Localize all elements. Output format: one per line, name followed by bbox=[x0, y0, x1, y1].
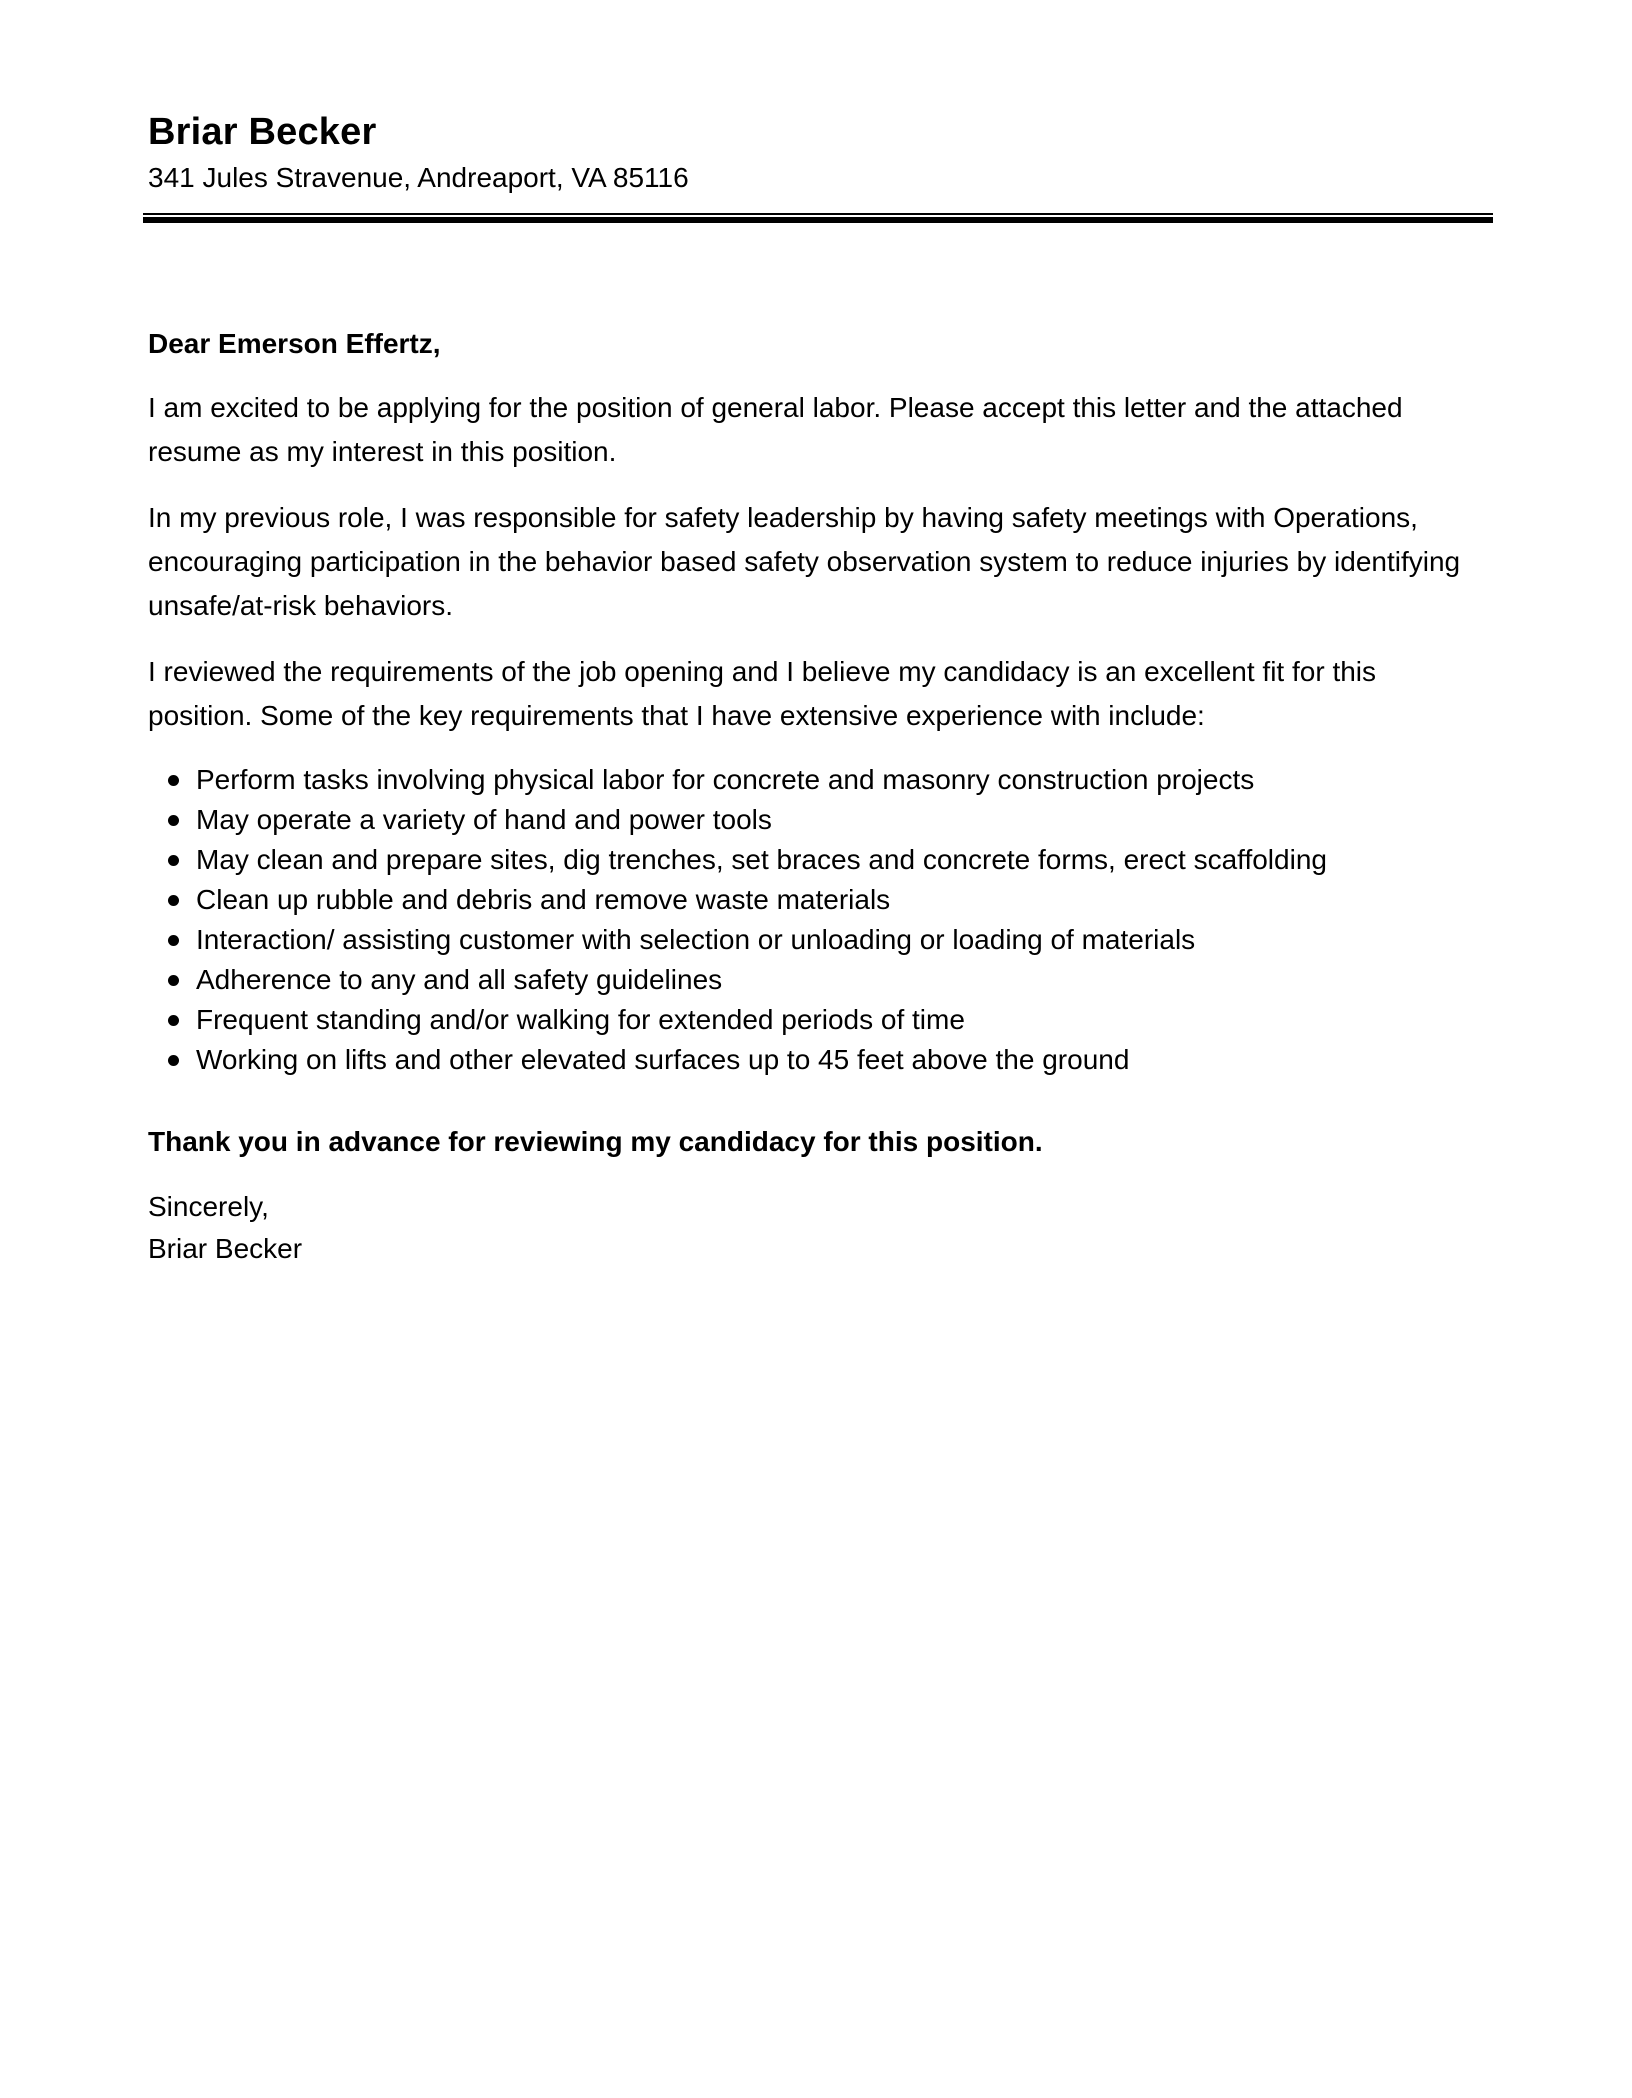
list-item bbox=[148, 880, 1488, 920]
header-divider bbox=[143, 213, 1493, 223]
paragraph-requirements: I reviewed the requirements of the job opening and I believe my candidacy is an excellent fit for this position. Some of the key requirements that I have extensive experience with include: bbox=[148, 656, 1377, 731]
list-item-text: Clean up rubble and debris and remove waste materials bbox=[196, 884, 891, 915]
requirements-list bbox=[148, 760, 1488, 1080]
bullet-icon bbox=[168, 975, 179, 986]
list-item bbox=[148, 760, 1488, 800]
list-item-text: Interaction/ assisting customer with selection or unloading or loading of materials bbox=[196, 924, 1196, 955]
list-item bbox=[148, 920, 1488, 960]
bullet-icon bbox=[168, 775, 179, 786]
bullet-icon bbox=[168, 855, 179, 866]
bullet-icon bbox=[168, 1015, 179, 1026]
letterhead bbox=[148, 110, 1488, 196]
bullet-icon bbox=[168, 935, 179, 946]
letter-body bbox=[148, 322, 1488, 1270]
list-item bbox=[148, 800, 1488, 840]
sender-name: Briar Becker bbox=[148, 111, 377, 153]
list-item-text: Adherence to any and all safety guidelines bbox=[196, 964, 723, 995]
list-item-text: Perform tasks involving physical labor for concrete and masonry construction projects bbox=[196, 764, 1255, 795]
list-item bbox=[148, 840, 1488, 880]
salutation: Dear Emerson Effertz, bbox=[148, 328, 441, 359]
list-item bbox=[148, 960, 1488, 1000]
signature-name: Briar Becker bbox=[148, 1233, 303, 1264]
bullet-icon bbox=[168, 815, 179, 826]
list-item-text: Frequent standing and/or walking for extended periods of time bbox=[196, 1004, 965, 1035]
closing-statement: Thank you in advance for reviewing my candidacy for this position. bbox=[148, 1126, 1043, 1157]
signoff: Sincerely, bbox=[148, 1191, 269, 1222]
bullet-icon bbox=[168, 1055, 179, 1066]
sender-address: 341 Jules Stravenue, Andreaport, VA 85116 bbox=[148, 162, 689, 193]
paragraph-intro: I am excited to be applying for the position of general labor. Please accept this letter and the attached resume as my interest in this position. bbox=[148, 392, 1403, 467]
list-item bbox=[148, 1040, 1488, 1080]
paragraph-experience: In my previous role, I was responsible for safety leadership by having safety meetings with Operations, encouraging participation in the behavior based safety observation system to reduce injuries by identifying unsafe/at-risk behaviors. bbox=[148, 502, 1461, 621]
list-item bbox=[148, 1000, 1488, 1040]
list-item-text: May clean and prepare sites, dig trenches, set braces and concrete forms, erect scaffolding bbox=[196, 844, 1327, 875]
divider-thick-line bbox=[143, 217, 1493, 223]
list-item-text: Working on lifts and other elevated surfaces up to 45 feet above the ground bbox=[196, 1044, 1130, 1075]
bullet-icon bbox=[168, 895, 179, 906]
list-item-text: May operate a variety of hand and power tools bbox=[196, 804, 772, 835]
